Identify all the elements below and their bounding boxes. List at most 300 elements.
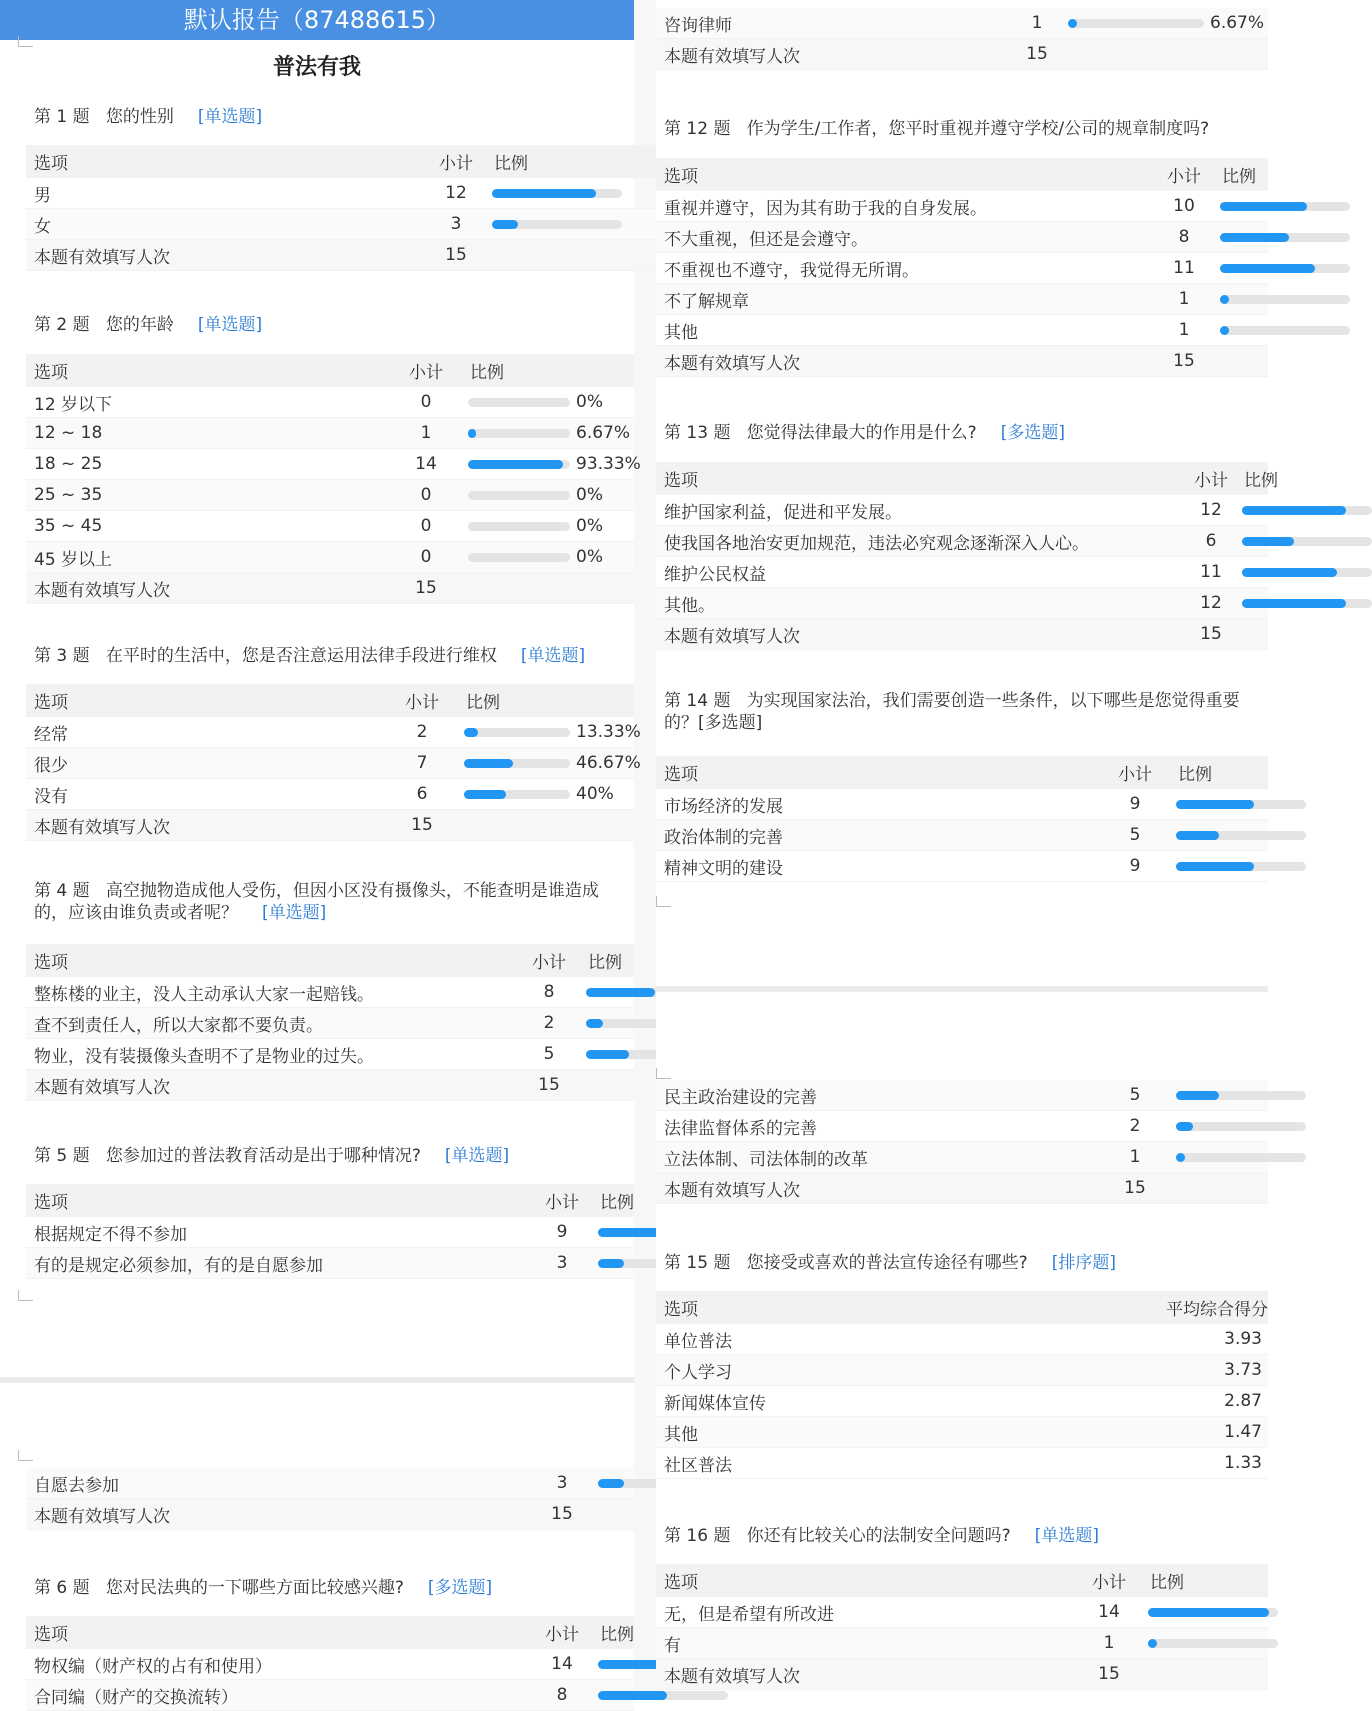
ratio-cell	[1214, 222, 1268, 253]
table-row	[656, 1448, 1268, 1479]
average-score: 3.73	[1080, 1355, 1268, 1386]
column-header: 选项	[26, 145, 426, 178]
average-score: 1.33	[1080, 1448, 1268, 1479]
crop-mark	[656, 896, 671, 907]
page-break	[0, 1377, 634, 1383]
table-row	[656, 1142, 1268, 1173]
option-count: 8	[1154, 222, 1214, 253]
result-table	[26, 944, 634, 1101]
total-empty-cell	[1214, 346, 1268, 377]
option-label: 其他。	[656, 588, 1186, 619]
ratio-bar-fill	[492, 220, 518, 229]
table-row	[26, 1649, 634, 1680]
option-count: 2	[386, 717, 458, 748]
option-count: 12	[426, 178, 486, 209]
question-type-tag: [多选题]	[427, 1578, 493, 1598]
ratio-cell	[458, 779, 634, 810]
table-row	[656, 222, 1268, 253]
table-total-row	[26, 810, 634, 841]
column-header: 比例	[458, 684, 634, 717]
table-row	[656, 284, 1268, 315]
option-label: 12 ~ 18	[26, 418, 390, 449]
column-header: 比例	[580, 944, 634, 977]
option-label: 不重视也不遵守，我觉得无所谓。	[656, 253, 1154, 284]
result-table	[26, 1468, 634, 1530]
ratio-bar-track	[468, 553, 570, 562]
ratio-cell	[462, 418, 634, 449]
total-empty-cell	[458, 810, 634, 841]
ratio-cell	[580, 977, 634, 1008]
average-score: 2.87	[1080, 1386, 1268, 1417]
table-row	[656, 8, 1268, 39]
ratio-percent: 13.33%	[576, 722, 641, 742]
result-table	[656, 8, 1268, 70]
ratio-bar-track	[1176, 1091, 1306, 1100]
option-count: 5	[1100, 820, 1170, 851]
option-label: 社区普法	[656, 1448, 1080, 1479]
total-count: 15	[1012, 39, 1062, 70]
table-row	[656, 1386, 1268, 1417]
column-header: 选项	[26, 684, 386, 717]
ratio-cell	[592, 1217, 634, 1248]
total-label: 本题有效填写人次	[656, 346, 1154, 377]
report-left-column	[0, 0, 641, 1708]
ratio-bar-fill	[1176, 1153, 1185, 1162]
table-row	[656, 1417, 1268, 1448]
total-empty-cell	[1236, 619, 1268, 650]
option-count: 8	[532, 1680, 592, 1711]
option-label: 18 ~ 25	[26, 449, 390, 480]
ratio-bar-fill	[1176, 831, 1219, 840]
column-header: 比例	[462, 354, 634, 387]
ratio-bar-fill	[598, 1259, 624, 1268]
ratio-percent: 40%	[576, 784, 614, 804]
ratio-percent: 0%	[576, 485, 603, 505]
ratio-bar-track	[468, 491, 570, 500]
total-count: 15	[518, 1070, 580, 1101]
option-label: 很少	[26, 748, 386, 779]
table-header-row	[656, 1291, 1268, 1324]
table-row	[26, 977, 634, 1008]
ratio-cell	[592, 1680, 634, 1711]
ratio-bar-track	[468, 460, 570, 469]
question-title: 第 16 题 你还有比较关心的法制安全问题吗? [单选题]	[664, 1526, 1099, 1546]
total-empty-cell	[580, 1070, 634, 1101]
total-count: 15	[1100, 1173, 1170, 1204]
ratio-bar-fill	[1176, 1122, 1193, 1131]
option-count: 3	[426, 209, 486, 240]
option-label: 物业，没有装摄像头查明不了是物业的过失。	[26, 1039, 518, 1070]
option-label: 维护国家利益，促进和平发展。	[656, 495, 1186, 526]
column-header: 小计	[390, 354, 462, 387]
total-label: 本题有效填写人次	[656, 1659, 1076, 1690]
crop-mark	[18, 1450, 33, 1461]
option-count: 10	[1154, 191, 1214, 222]
question-title: 第 1 题 您的性别 [单选题]	[34, 107, 263, 127]
column-header: 平均综合得分	[1080, 1291, 1268, 1324]
option-count: 2	[518, 1008, 580, 1039]
question-type-tag: [多选题]	[1000, 423, 1065, 443]
table-row	[26, 1248, 634, 1279]
ratio-bar-fill	[1176, 862, 1254, 871]
option-count: 5	[1100, 1080, 1170, 1111]
column-header: 小计	[1154, 158, 1214, 191]
ratio-cell	[462, 511, 634, 542]
column-header: 小计	[518, 944, 580, 977]
ratio-percent: 0%	[576, 516, 603, 536]
option-label: 单位普法	[656, 1324, 1080, 1355]
total-empty-cell	[1170, 1173, 1268, 1204]
option-count: 1	[1100, 1142, 1170, 1173]
average-score: 3.93	[1080, 1324, 1268, 1355]
ratio-cell	[1170, 1142, 1268, 1173]
result-table	[656, 1291, 1268, 1479]
option-count: 11	[1154, 253, 1214, 284]
option-count: 14	[1076, 1597, 1142, 1628]
option-label: 个人学习	[656, 1355, 1080, 1386]
option-count: 3	[532, 1248, 592, 1279]
table-row	[656, 526, 1268, 557]
total-label: 本题有效填写人次	[26, 810, 386, 841]
column-header: 比例	[486, 145, 660, 178]
option-label: 查不到责任人，所以大家都不要负责。	[26, 1008, 518, 1039]
ratio-cell	[458, 748, 641, 779]
option-label: 不大重视，但还是会遵守。	[656, 222, 1154, 253]
ratio-cell	[1142, 1628, 1268, 1659]
total-empty-cell	[1142, 1659, 1268, 1690]
option-count: 8	[518, 977, 580, 1008]
report-header: 默认报告（87488615）	[0, 0, 634, 40]
result-table	[26, 684, 641, 841]
option-label: 立法体制、司法体制的改革	[656, 1142, 1100, 1173]
option-count: 3	[532, 1468, 592, 1499]
total-count: 15	[426, 240, 486, 271]
ratio-cell	[462, 542, 634, 573]
page-title: 普法有我	[272, 55, 361, 80]
table-row	[26, 387, 634, 418]
option-count: 0	[390, 387, 462, 418]
option-label: 市场经济的发展	[656, 789, 1100, 820]
option-label: 12 岁以下	[26, 387, 390, 418]
table-row	[656, 1355, 1268, 1386]
ratio-cell	[458, 717, 641, 748]
total-count: 15	[532, 1499, 592, 1530]
ratio-cell	[580, 1008, 634, 1039]
option-count: 14	[532, 1649, 592, 1680]
result-table	[26, 1616, 634, 1711]
ratio-cell	[1236, 557, 1268, 588]
average-score: 1.47	[1080, 1417, 1268, 1448]
total-empty-cell	[486, 240, 660, 271]
table-row	[656, 851, 1268, 882]
ratio-bar-track	[1220, 264, 1350, 273]
ratio-bar-track	[492, 220, 622, 229]
ratio-bar-track	[468, 522, 570, 531]
table-row	[26, 748, 634, 779]
result-table	[26, 145, 660, 271]
total-label: 本题有效填写人次	[656, 39, 1012, 70]
option-label: 其他	[656, 315, 1154, 346]
option-label: 精神文明的建设	[656, 851, 1100, 882]
column-header: 小计	[532, 1616, 592, 1649]
option-label: 合同编（财产的交换流转）	[26, 1680, 532, 1711]
ratio-bar-track	[1176, 1153, 1306, 1162]
table-row	[656, 557, 1268, 588]
option-count: 1	[390, 418, 462, 449]
ratio-percent: 6.67%	[576, 423, 631, 443]
table-total-row	[26, 1499, 634, 1530]
ratio-cell	[592, 1649, 634, 1680]
ratio-bar-fill	[1242, 599, 1346, 608]
ratio-percent: 0%	[576, 547, 603, 567]
table-row	[656, 1597, 1268, 1628]
column-header: 比例	[1170, 756, 1268, 789]
ratio-bar-fill	[464, 759, 513, 768]
column-header: 选项	[26, 1184, 532, 1217]
question-title: 第 3 题 在平时的生活中，您是否注意运用法律手段进行维权 [单选题]	[34, 646, 586, 666]
ratio-cell	[592, 1248, 634, 1279]
table-row	[656, 253, 1268, 284]
column-header: 选项	[26, 944, 518, 977]
column-header: 小计	[532, 1184, 592, 1217]
table-total-row	[26, 1070, 634, 1101]
ratio-bar-track	[1176, 862, 1306, 871]
option-label: 根据规定不得不参加	[26, 1217, 532, 1248]
ratio-bar-track	[464, 759, 570, 768]
table-row	[26, 1680, 634, 1711]
option-count: 6	[386, 779, 458, 810]
option-count: 5	[518, 1039, 580, 1070]
column-header: 选项	[656, 1564, 1076, 1597]
question-title: 第 14 题 为实现国家法治，我们需要创造一些条件，以下哪些是您觉得重要的？[多选题]	[664, 691, 1240, 733]
table-row	[26, 449, 634, 480]
table-row	[26, 1217, 634, 1248]
question-type-tag: [排序题]	[1051, 1253, 1116, 1273]
option-count: 2	[1100, 1111, 1170, 1142]
option-label: 有的是规定必须参加，有的是自愿参加	[26, 1248, 532, 1279]
total-empty-cell	[462, 573, 634, 604]
question-type-tag: [单选题]	[520, 646, 586, 666]
ratio-bar-track	[1242, 568, 1372, 577]
ratio-percent: 0%	[576, 392, 603, 412]
table-header-row	[26, 944, 634, 977]
table-row	[656, 789, 1268, 820]
ratio-bar-track	[1220, 326, 1350, 335]
ratio-bar-fill	[1220, 326, 1229, 335]
option-count: 12	[1186, 495, 1236, 526]
total-count: 15	[390, 573, 462, 604]
column-header: 小计	[426, 145, 486, 178]
question-title: 第 12 题 作为学生/工作者，您平时重视并遵守学校/公司的规章制度吗?	[664, 119, 1210, 139]
ratio-bar-track	[1176, 1122, 1306, 1131]
table-total-row	[656, 1659, 1268, 1690]
ratio-cell	[462, 480, 634, 511]
ratio-cell	[1236, 526, 1268, 557]
column-header: 小计	[386, 684, 458, 717]
option-label: 新闻媒体宣传	[656, 1386, 1080, 1417]
ratio-bar-fill	[1148, 1639, 1157, 1648]
ratio-bar-track	[1176, 800, 1306, 809]
result-table	[26, 354, 641, 604]
question-type-tag: [单选题]	[1034, 1526, 1099, 1546]
option-label: 不了解规章	[656, 284, 1154, 315]
crop-mark	[18, 36, 33, 47]
table-total-row	[26, 573, 634, 604]
option-label: 45 岁以上	[26, 542, 390, 573]
question-type-tag: [单选题]	[262, 903, 327, 923]
column-header: 小计	[1076, 1564, 1142, 1597]
option-label: 使我国各地治安更加规范，违法必究观念逐渐深入人心。	[656, 526, 1186, 557]
ratio-bar-fill	[1220, 233, 1289, 242]
table-row	[26, 717, 634, 748]
table-row	[26, 542, 634, 573]
question-type-tag: [单选题]	[444, 1146, 510, 1166]
page-break	[656, 986, 1268, 992]
ratio-bar-fill	[598, 1479, 624, 1488]
ratio-bar-fill	[1148, 1608, 1269, 1617]
ratio-bar-fill	[1220, 202, 1307, 211]
ratio-bar-track	[1068, 19, 1204, 28]
total-label: 本题有效填写人次	[26, 1070, 518, 1101]
table-header-row	[656, 756, 1268, 789]
ratio-bar-track	[1176, 831, 1306, 840]
ratio-bar-fill	[492, 189, 596, 198]
option-label: 整栋楼的业主，没人主动承认大家一起赔钱。	[26, 977, 518, 1008]
ratio-bar-track	[1242, 599, 1372, 608]
column-header: 小计	[1100, 756, 1170, 789]
table-row	[26, 418, 634, 449]
column-header: 选项	[26, 1616, 532, 1649]
ratio-cell	[1170, 789, 1268, 820]
ratio-cell	[1062, 8, 1268, 39]
table-row	[656, 1324, 1268, 1355]
option-label: 重视并遵守，因为其有助于我的自身发展。	[656, 191, 1154, 222]
option-count: 1	[1154, 284, 1214, 315]
ratio-bar-fill	[1242, 537, 1294, 546]
table-row	[26, 1008, 634, 1039]
option-label: 自愿去参加	[26, 1468, 532, 1499]
ratio-bar-fill	[464, 728, 478, 737]
ratio-bar-track	[492, 189, 622, 198]
table-total-row	[26, 240, 660, 271]
ratio-percent: 6.67%	[1210, 13, 1265, 33]
table-row	[26, 1468, 634, 1499]
table-header-row	[26, 684, 634, 717]
ratio-cell	[486, 178, 660, 209]
result-table	[656, 1080, 1268, 1204]
ratio-cell	[1142, 1597, 1268, 1628]
ratio-cell	[1214, 253, 1268, 284]
ratio-bar-fill	[1220, 295, 1229, 304]
option-count: 14	[390, 449, 462, 480]
ratio-cell	[486, 209, 660, 240]
result-table	[656, 1564, 1268, 1690]
table-row	[656, 1111, 1268, 1142]
option-label: 男	[26, 178, 426, 209]
column-header: 选项	[656, 1291, 1080, 1324]
ratio-bar-track	[464, 728, 570, 737]
table-row	[656, 588, 1268, 619]
column-header: 比例	[592, 1616, 634, 1649]
option-count: 0	[390, 511, 462, 542]
ratio-percent: 46.67%	[576, 753, 641, 773]
ratio-bar-fill	[464, 790, 506, 799]
total-empty-cell	[592, 1499, 634, 1530]
table-row	[656, 315, 1268, 346]
option-label: 物权编（财产权的占有和使用）	[26, 1649, 532, 1680]
column-header: 比例	[1236, 462, 1268, 495]
ratio-cell	[1170, 851, 1268, 882]
ratio-cell	[1170, 820, 1268, 851]
ratio-bar-fill	[598, 1691, 667, 1700]
table-total-row	[656, 39, 1268, 70]
result-table	[656, 158, 1268, 377]
column-header: 比例	[1214, 158, 1268, 191]
column-header: 选项	[656, 462, 1186, 495]
ratio-bar-fill	[1176, 1091, 1219, 1100]
ratio-bar-fill	[586, 1019, 603, 1028]
option-label: 25 ~ 35	[26, 480, 390, 511]
ratio-cell	[592, 1468, 634, 1499]
ratio-bar-track	[468, 398, 570, 407]
table-header-row	[26, 1616, 634, 1649]
table-row	[656, 191, 1268, 222]
ratio-bar-track	[1220, 295, 1350, 304]
option-count: 11	[1186, 557, 1236, 588]
table-header-row	[26, 145, 660, 178]
ratio-bar-fill	[1068, 19, 1077, 28]
ratio-bar-fill	[1242, 506, 1346, 515]
total-count: 15	[1154, 346, 1214, 377]
ratio-bar-fill	[1242, 568, 1337, 577]
result-table	[656, 756, 1268, 882]
total-label: 本题有效填写人次	[656, 619, 1186, 650]
ratio-bar-fill	[1220, 264, 1315, 273]
ratio-cell	[1236, 495, 1268, 526]
ratio-percent: 93.33%	[576, 454, 641, 474]
ratio-bar-track	[1242, 506, 1372, 515]
ratio-cell	[580, 1039, 634, 1070]
option-label: 无，但是希望有所改进	[656, 1597, 1076, 1628]
option-count: 0	[390, 480, 462, 511]
column-header: 比例	[592, 1184, 634, 1217]
table-header-row	[26, 1184, 634, 1217]
ratio-bar-track	[1220, 233, 1350, 242]
total-label: 本题有效填写人次	[26, 573, 390, 604]
question-title: 第 4 题 高空抛物造成他人受伤，但因小区没有摄像头，不能查明是谁造成的，应该由谁负责或者呢？ [单选题]	[34, 881, 599, 923]
ratio-bar-track	[464, 790, 570, 799]
ratio-cell	[1214, 191, 1268, 222]
ratio-bar-track	[1148, 1639, 1278, 1648]
question-title: 第 2 题 您的年龄 [单选题]	[34, 315, 263, 335]
ratio-cell	[1214, 315, 1268, 346]
option-label: 女	[26, 209, 426, 240]
option-label: 维护公民权益	[656, 557, 1186, 588]
table-row	[26, 480, 634, 511]
question-type-tag: [单选题]	[197, 107, 263, 127]
result-table	[656, 462, 1278, 650]
report-right-column	[656, 0, 1278, 1691]
ratio-cell	[1170, 1080, 1268, 1111]
option-count: 9	[1100, 851, 1170, 882]
question-title: 第 15 题 您接受或喜欢的普法宣传途径有哪些? [排序题]	[664, 1253, 1116, 1273]
ratio-bar-track	[1148, 1608, 1278, 1617]
ratio-cell	[1170, 1111, 1268, 1142]
table-header-row	[656, 158, 1268, 191]
total-count: 15	[1186, 619, 1236, 650]
total-count: 15	[386, 810, 458, 841]
table-row	[656, 495, 1268, 526]
